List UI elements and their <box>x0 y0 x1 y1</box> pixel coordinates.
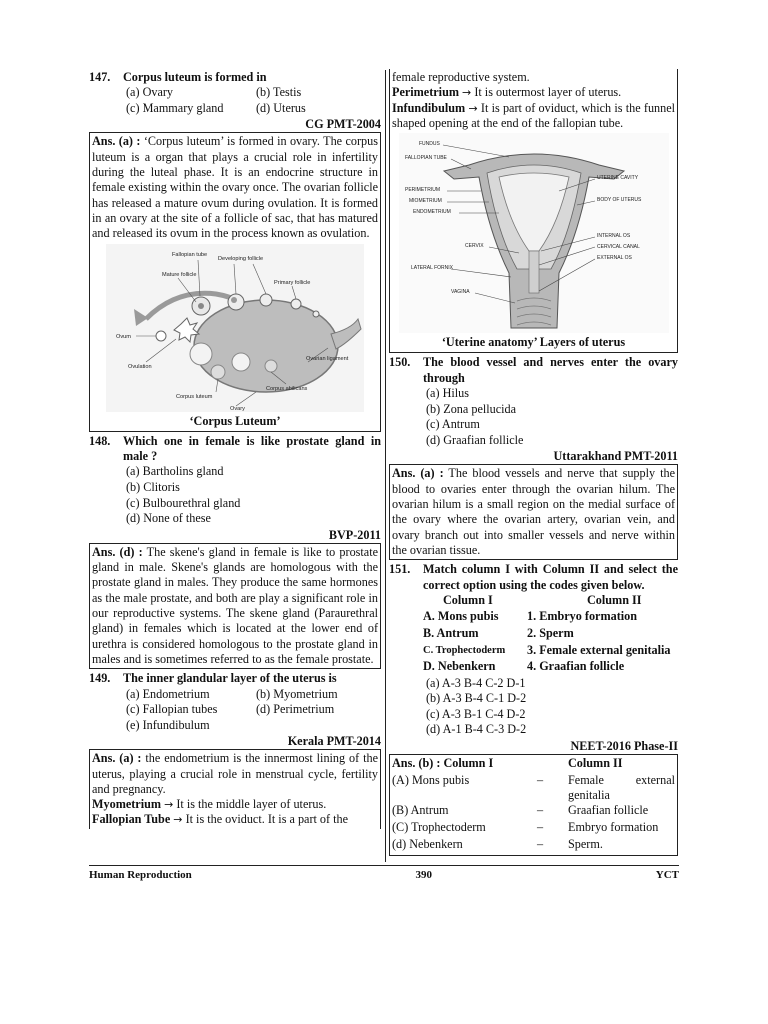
answer-row-c-col2: Embryo formation <box>568 820 659 835</box>
label-internal-os: INTERNAL OS <box>596 233 630 240</box>
question-text: Which one in female is like prostate gland in male ? <box>123 433 381 464</box>
answer-row-c-dash: – <box>536 820 544 835</box>
term-definition: It is the oviduct. It is a part of the <box>185 812 349 827</box>
option-c: (c) A-3 B-1 C-4 D-2 <box>426 706 526 721</box>
answer-box-147 <box>89 132 381 431</box>
question-number: 147. <box>89 70 111 84</box>
answer-row-d-col1: (d) Nebenkern <box>392 836 463 851</box>
question-150 <box>389 355 678 386</box>
option-d: (d) Perimetrium <box>256 702 335 717</box>
options-150 <box>426 386 678 448</box>
answer-match-table <box>392 756 675 854</box>
label-fallopian-tube: Fallopian tube <box>172 251 208 258</box>
label-mature-follicle: Mature follicle <box>162 271 197 278</box>
answer-label: Ans. (a) : <box>92 134 141 149</box>
answer-label: Ans. (a) : <box>92 751 142 766</box>
column-2-header: Column II <box>587 592 642 607</box>
question-147 <box>89 70 381 85</box>
answer-label: Ans. (b) : Column I <box>392 756 494 770</box>
option-a: (a) Bartholins gland <box>126 464 224 479</box>
answer-label: Ans. (a) : <box>392 466 444 481</box>
question-text: The blood vessel and nerves enter the ovary through <box>423 355 678 385</box>
publisher-mark: YCT <box>655 869 679 881</box>
option-b: (b) Zona pellucida <box>426 401 517 416</box>
label-primary-follicle: Primary follicle <box>274 279 311 286</box>
label-corpus-luteum: Corpus luteum <box>176 393 213 400</box>
answer-box-150 <box>389 464 678 560</box>
label-fallopian-tube: FALLOPIAN TUBE <box>404 155 447 162</box>
figure-caption: ‘Corpus Luteum’ <box>189 413 281 428</box>
answer-row-b-col2: Graafian follicle <box>568 803 649 818</box>
question-151 <box>389 562 678 593</box>
term-definition: It is the middle layer of uterus. <box>176 797 327 812</box>
label-vagina: VAGINA <box>450 289 470 296</box>
match-table <box>423 593 678 676</box>
answer-text: the endometrium is the innermost lining of the uterus, playing a crucial role in menstrual cycle, fertility and pregnancy. <box>92 751 379 796</box>
answer-row-b-dash: – <box>536 803 544 818</box>
match-row-d-col1: D. Nebenkern <box>423 658 496 673</box>
label-ovary: Ovary <box>230 405 245 412</box>
question-number: 150. <box>389 355 411 370</box>
option-c: (c) Antrum <box>426 417 480 432</box>
question-148 <box>89 434 381 465</box>
label-endometrium: ENDOMETRIUM <box>412 209 451 216</box>
exam-source: NEET-2016 Phase-II <box>570 739 678 753</box>
term-fallopian-tube: Fallopian Tube <box>92 812 171 827</box>
label-fundus: FUNDUS <box>418 141 440 148</box>
corpus-luteum-figure <box>106 244 364 412</box>
label-developing-follicle: Developing follicle <box>218 255 264 262</box>
match-row-a-col2: 1. Embryo formation <box>527 609 638 624</box>
options-149 <box>126 687 381 734</box>
option-b: (b) A-3 B-4 C-1 D-2 <box>426 691 527 706</box>
arrow-icon: → <box>164 798 174 812</box>
answer-text: The blood vessels and nerve that supply the blood to ovaries enter through the ovarian hilum. The ovarian hilum is a small region on the medial surface of the ovary where the ovarian artery, ovarian vein, and ovary branch out into smaller vessels and nerve within the ovarian tissue. <box>392 466 675 557</box>
option-d: (d) A-1 B-4 C-3 D-2 <box>426 722 527 737</box>
option-a: (a) Endometrium <box>126 686 210 701</box>
option-b: (b) Testis <box>256 85 302 100</box>
arrow-icon: → <box>462 86 472 100</box>
arrow-icon: → <box>468 101 478 115</box>
label-ovarian-ligament: Ovarian ligament <box>306 355 349 362</box>
label-cervix: CERVIX <box>464 243 484 250</box>
answer-row-a-dash: – <box>536 772 544 787</box>
option-a: (a) Hilus <box>426 386 469 401</box>
option-a: (a) A-3 B-4 C-2 D-1 <box>426 675 526 690</box>
answer-row-a-col2: Female external genitalia <box>568 772 675 803</box>
label-external-os: EXTERNAL OS <box>596 255 632 262</box>
options-151 <box>426 676 678 738</box>
match-row-c-col1: C. Trophectoderm <box>423 645 506 657</box>
label-myometrium: MIOMETRIUM <box>408 198 442 205</box>
answer-text: ‘Corpus luteum’ is formed in ovary. The corpus luteum is a organ that plays a crucial role in infertility during the luteal phase. It is an endocrine structure in female existing within the ovary once. The ovarian follicle has released a mature ovum during ovulation. It is formed in an ovary at the site of a follicle of sac, that has matured and released its ovum in the process known as ovulation. <box>92 134 378 241</box>
label-ovum: Ovum <box>116 333 131 340</box>
answer-box-151 <box>389 754 678 856</box>
question-text: Match column I with Column II and select the correct option using the codes given below. <box>423 562 678 592</box>
question-text: The inner glandular layer of the uterus is <box>123 671 337 686</box>
question-text: Corpus luteum is formed in <box>123 70 267 84</box>
answer-box-149 <box>89 749 381 828</box>
label-ovulation: Ovulation <box>128 363 152 370</box>
page-number: 390 <box>415 869 433 881</box>
option-a: (a) Ovary <box>126 85 174 100</box>
option-c: (c) Mammary gland <box>126 100 224 115</box>
label-perimetrium: PERIMETRIUM <box>404 187 440 194</box>
option-e: (e) Infundibulum <box>126 717 210 732</box>
match-row-d-col2: 4. Graafian follicle <box>527 658 625 673</box>
figure-caption: ‘Uterine anatomy’ Layers of uterus <box>441 335 626 350</box>
answer-row-c-col1: (C) Trophectoderm <box>392 820 486 835</box>
label-uterine-cavity: UTERINE CAVITY <box>596 175 638 182</box>
option-d: (d) Uterus <box>256 100 306 115</box>
right-column <box>389 70 678 858</box>
term-perimetrium: Perimetrium <box>392 85 459 100</box>
exam-source: Uttarakhand PMT-2011 <box>553 449 678 464</box>
left-column <box>89 70 381 831</box>
match-row-a-col1: A. Mons pubis <box>423 609 499 624</box>
uterine-anatomy-figure <box>399 133 669 333</box>
page-footer <box>89 868 679 883</box>
question-number: 148. <box>89 433 111 448</box>
footer-rule <box>89 865 679 866</box>
label-lateral-fornix: LATERAL FORNIX <box>410 265 453 272</box>
options-148 <box>126 464 381 526</box>
option-b: (b) Clitoris <box>126 480 180 495</box>
option-b: (b) Myometrium <box>256 686 338 701</box>
answer-row-b-col1: (B) Antrum <box>392 803 449 818</box>
options-147 <box>126 85 381 116</box>
question-number: 151. <box>389 562 411 577</box>
question-149 <box>89 671 381 686</box>
answer-box-148 <box>89 543 381 669</box>
match-row-b-col2: 2. Sperm <box>527 626 574 641</box>
exam-source: CG PMT-2004 <box>305 117 381 132</box>
footer-chapter: Human Reproduction <box>89 869 192 881</box>
column-divider <box>385 70 386 862</box>
answer-text: The skene's gland in female is like to prostate gland in male. Skene's glands are homologous with the prostate gland in males. They produce the same hormones as the male prostate, and both are play a significant role in our reproductive systems. The skene gland (Paraurethral gland) in females which is located at the lower end of urethra is considered homologous to the prostate gland in males and is sometimes referred to as the female prostate. <box>92 544 378 666</box>
term-definition: It is outermost layer of uterus. <box>474 85 622 100</box>
match-row-c-col2: 3. Female external genitalia <box>527 643 671 658</box>
term-myometrium: Myometrium <box>92 797 162 812</box>
exam-source: BVP-2011 <box>328 527 381 542</box>
answer-row-d-dash: – <box>536 836 544 851</box>
option-c: (c) Fallopian tubes <box>126 702 218 717</box>
option-d: (d) Graafian follicle <box>426 432 524 447</box>
option-c: (c) Bulbourethral gland <box>126 495 241 510</box>
label-body-of-uterus: BODY OF UTERUS <box>596 197 641 204</box>
term-infundibulum: Infundibulum <box>392 100 466 115</box>
exam-source: Kerala PMT-2014 <box>287 734 381 749</box>
answer-text: female reproductive system. <box>392 70 530 84</box>
question-number: 149. <box>89 671 111 686</box>
label-corpus-albicans: Corpus abilicans <box>266 385 308 392</box>
option-d: (d) None of these <box>126 511 211 526</box>
column-1-header: Column I <box>443 592 493 607</box>
answer-column-2-header: Column II <box>568 756 623 770</box>
answer-row-a-col1: (A) Mons pubis <box>392 772 470 787</box>
answer-row-d-col2: Sperm. <box>568 836 603 851</box>
label-cervical-canal: CERVICAL CANAL <box>596 244 640 251</box>
match-row-b-col1: B. Antrum <box>423 626 479 641</box>
answer-label: Ans. (d) : <box>92 544 143 559</box>
answer-box-149-continued <box>389 69 678 353</box>
arrow-icon: → <box>173 813 183 827</box>
term-definition: It is part of oviduct, which is the funnel shaped opening at the end of the fallopian tube. <box>392 100 676 130</box>
